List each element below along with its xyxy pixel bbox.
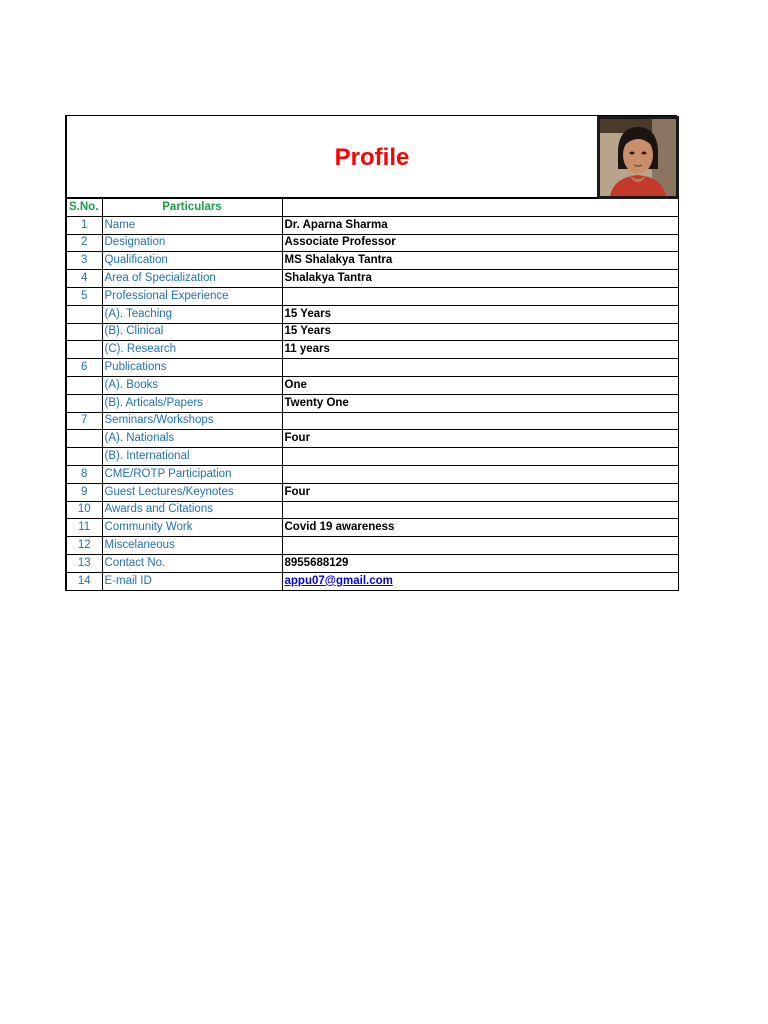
row-label: Awards and Citations <box>102 501 282 519</box>
table-row <box>66 216 678 234</box>
row-value <box>282 287 678 305</box>
row-sno: 10 <box>66 501 102 519</box>
row-value <box>282 412 678 430</box>
row-label: (A). Nationals <box>102 430 282 448</box>
profile-table <box>65 198 679 591</box>
page-title: Profile <box>334 144 410 171</box>
row-value: One <box>282 376 678 394</box>
row-sno: 9 <box>66 483 102 501</box>
table-row <box>66 394 678 412</box>
row-label: Professional Experience <box>102 287 282 305</box>
email-link[interactable]: appu07@gmail.com <box>284 574 393 587</box>
row-value: Four <box>282 430 678 448</box>
row-label: Community Work <box>102 519 282 537</box>
row-label: (B). International <box>102 448 282 466</box>
row-value: Associate Professor <box>282 234 678 252</box>
row-sno: 7 <box>66 412 102 430</box>
table-row <box>66 412 678 430</box>
table-row <box>66 448 678 466</box>
row-label: (B). Articals/Papers <box>102 394 282 412</box>
row-value: 11 years <box>282 341 678 359</box>
row-value <box>282 359 678 377</box>
row-value <box>282 501 678 519</box>
table-row <box>66 341 678 359</box>
row-sno: 8 <box>66 465 102 483</box>
column-header-particulars: Particulars <box>102 199 282 217</box>
row-sno <box>66 341 102 359</box>
table-row <box>66 323 678 341</box>
row-sno: 2 <box>66 234 102 252</box>
row-label: Designation <box>102 234 282 252</box>
row-value <box>282 572 678 590</box>
table-row <box>66 252 678 270</box>
row-value: 8955688129 <box>282 554 678 572</box>
row-sno: 13 <box>66 554 102 572</box>
row-value: MS Shalakya Tantra <box>282 252 678 270</box>
row-sno <box>66 376 102 394</box>
row-label: Contact No. <box>102 554 282 572</box>
row-label: (B). Clinical <box>102 323 282 341</box>
row-sno: 14 <box>66 572 102 590</box>
table-row <box>66 519 678 537</box>
table-row <box>66 572 678 590</box>
column-header-value <box>282 199 678 217</box>
row-label: Miscelaneous <box>102 537 282 555</box>
profile-photo <box>597 116 679 199</box>
row-label: Name <box>102 216 282 234</box>
table-row <box>66 376 678 394</box>
row-value <box>282 537 678 555</box>
table-header-row <box>66 199 678 217</box>
row-value: Four <box>282 483 678 501</box>
row-sno <box>66 305 102 323</box>
row-value: Dr. Aparna Sharma <box>282 216 678 234</box>
row-sno <box>66 323 102 341</box>
row-value: 15 Years <box>282 305 678 323</box>
row-sno: 1 <box>66 216 102 234</box>
table-row <box>66 483 678 501</box>
row-value: Covid 19 awareness <box>282 519 678 537</box>
row-value: Twenty One <box>282 394 678 412</box>
table-row <box>66 305 678 323</box>
profile-sheet <box>65 115 677 591</box>
row-label: Publications <box>102 359 282 377</box>
row-label: (C). Research <box>102 341 282 359</box>
table-row <box>66 234 678 252</box>
row-sno: 12 <box>66 537 102 555</box>
portrait-icon <box>600 119 676 196</box>
table-row <box>66 554 678 572</box>
table-row <box>66 287 678 305</box>
row-sno: 5 <box>66 287 102 305</box>
table-row <box>66 359 678 377</box>
row-sno: 6 <box>66 359 102 377</box>
row-label: Area of Specialization <box>102 270 282 288</box>
row-value <box>282 465 678 483</box>
row-label: (A). Books <box>102 376 282 394</box>
row-label: (A). Teaching <box>102 305 282 323</box>
profile-header <box>65 115 677 198</box>
column-header-sno: S.No. <box>66 199 102 217</box>
row-sno: 3 <box>66 252 102 270</box>
row-label: Guest Lectures/Keynotes <box>102 483 282 501</box>
table-row <box>66 537 678 555</box>
row-value: Shalakya Tantra <box>282 270 678 288</box>
row-label: E-mail ID <box>102 572 282 590</box>
row-sno <box>66 394 102 412</box>
row-sno: 4 <box>66 270 102 288</box>
row-value <box>282 448 678 466</box>
row-value: 15 Years <box>282 323 678 341</box>
row-sno <box>66 448 102 466</box>
row-sno: 11 <box>66 519 102 537</box>
table-row <box>66 270 678 288</box>
row-label: Seminars/Workshops <box>102 412 282 430</box>
row-label: Qualification <box>102 252 282 270</box>
table-row <box>66 465 678 483</box>
table-row <box>66 430 678 448</box>
row-label: CME/ROTP Participation <box>102 465 282 483</box>
table-row <box>66 501 678 519</box>
row-sno <box>66 430 102 448</box>
